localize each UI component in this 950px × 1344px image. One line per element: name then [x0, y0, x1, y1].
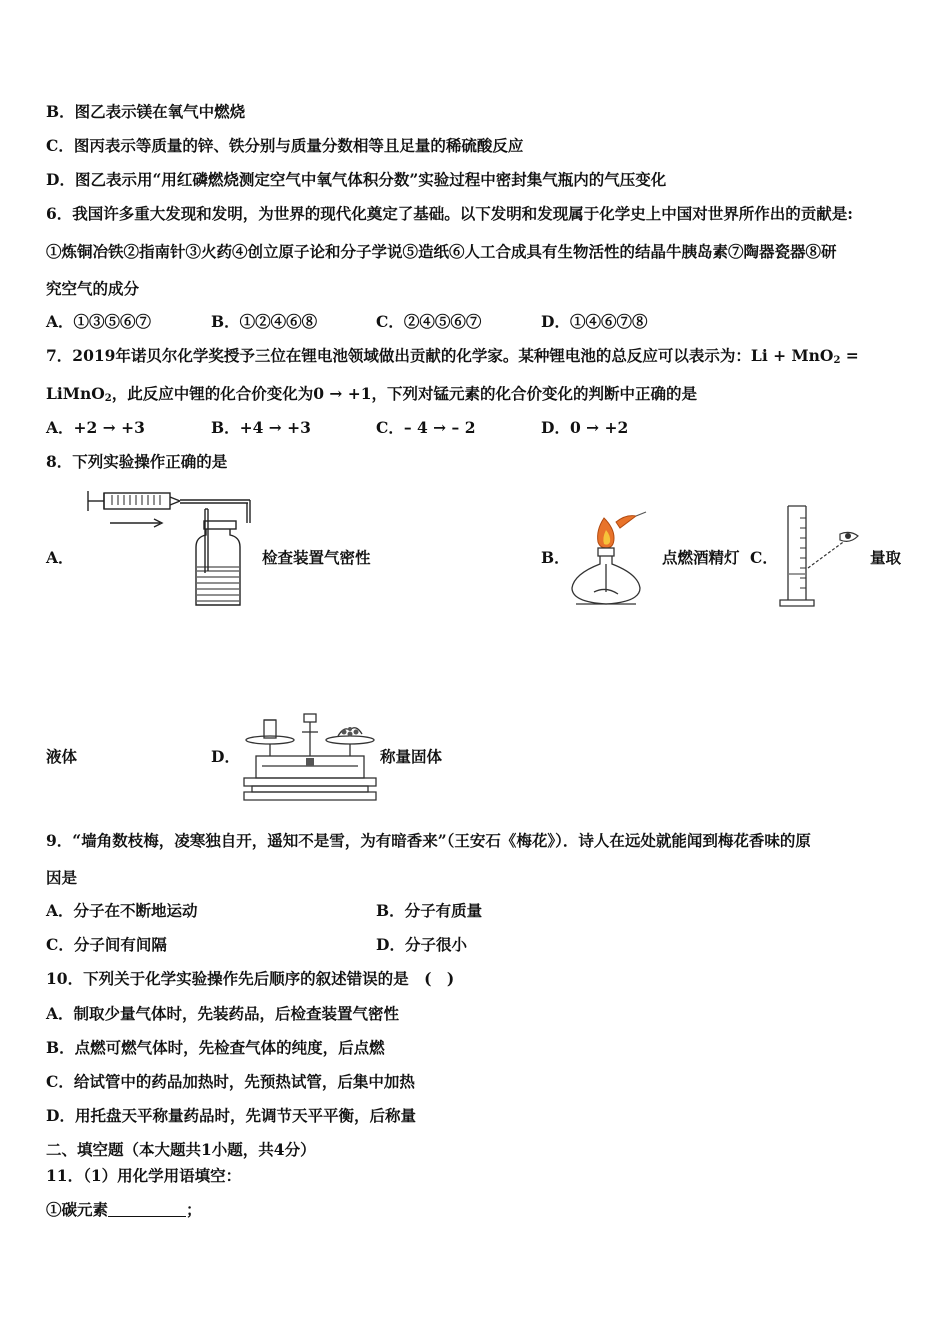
alcohol-lamp-illustration	[566, 508, 650, 610]
q8-option-c-text-continued: 液体	[46, 747, 78, 766]
q9-stem-line1: 9．“墙角数枝梅，凌寒独自开，遥知不是雪，为有暗香来”（王安石《梅花》）．诗人在远处就能闻到梅花香味的原	[46, 831, 811, 850]
q6-stem-line3: 究空气的成分	[46, 279, 140, 298]
q7-stem-line2: LiMnO$_2$，此反应中锂的化合价变化为0 → +1，下列对锰元素的化合价变化的判断中正确的是	[46, 384, 698, 404]
q8-stem: 8．下列实验操作正确的是	[46, 452, 228, 471]
q11-stem: 11．（1）用化学用语填空：	[46, 1166, 242, 1185]
q7-option-c: C．– 4 → – 2	[376, 418, 476, 437]
q10-option-b: B．点燃可燃气体时，先检查气体的纯度，后点燃	[46, 1038, 385, 1057]
q7-option-b: B．+4 → +3	[211, 418, 311, 437]
q6-stem-line2: ①炼铜冶铁②指南针③火药④创立原子论和分子学说⑤造纸⑥人工合成具有生物活性的结晶牛胰岛素⑦陶器瓷器⑧研	[46, 242, 837, 261]
q6-option-a: A．①③⑤⑥⑦	[46, 312, 152, 331]
q9-option-d: D．分子很小	[376, 935, 467, 954]
graduated-cylinder-illustration	[776, 504, 866, 610]
balance-scale-illustration	[240, 712, 380, 804]
q10-option-d: D．用托盘天平称量药品时，先调节天平平衡，后称量	[46, 1106, 416, 1125]
q9-option-a: A．分子在不断地运动	[46, 901, 198, 920]
q10-stem: 10．下列关于化学实验操作先后顺序的叙述错误的是 ( )	[46, 969, 455, 988]
q5-option-b: B．图乙表示镁在氧气中燃烧	[46, 102, 246, 121]
q6-option-c: C．②④⑤⑥⑦	[376, 312, 482, 331]
q8-option-a-text: 检查装置气密性	[262, 548, 371, 567]
q8-option-b-letter: B．	[541, 548, 570, 567]
q9-option-c: C．分子间有间隔	[46, 935, 167, 954]
q9-stem-line2: 因是	[46, 868, 78, 887]
q8-option-d-text: 称量固体	[380, 747, 443, 766]
section-heading: 二、填空题（本大题共1小题，共4分）	[46, 1140, 316, 1159]
q7-option-a: A．+2 → +3	[46, 418, 145, 437]
q6-option-d: D．①④⑥⑦⑧	[541, 312, 648, 331]
answer-blank[interactable]	[108, 1202, 186, 1217]
q11-item1: ①碳元素 ；	[46, 1200, 202, 1219]
q10-option-c: C．给试管中的药品加热时，先预热试管，后集中加热	[46, 1072, 415, 1091]
q9-option-b: B．分子有质量	[376, 901, 483, 920]
q8-option-c-letter: C．	[750, 548, 778, 567]
q7-option-d: D．0 → +2	[541, 418, 629, 437]
q6-stem-line1: 6．我国许多重大发现和发明，为世界的现代化奠定了基础。以下发明和发现属于化学史上中国对世界所作出的贡献是:	[46, 204, 854, 223]
q8-option-b-text: 点燃酒精灯	[662, 548, 740, 567]
q8-option-a-letter: A．	[46, 548, 74, 567]
q5-option-c: C．图丙表示等质量的锌、铁分别与质量分数相等且足量的稀硫酸反应	[46, 136, 524, 155]
q8-option-c-text: 量取	[870, 548, 902, 567]
q5-option-d: D．图乙表示用“用红磷燃烧测定空气中氧气体积分数”实验过程中密封集气瓶内的气压变化	[46, 170, 667, 189]
q6-option-b: B．①②④⑥⑧	[211, 312, 318, 331]
q7-stem-line1: 7．2019年诺贝尔化学奖授予三位在锂电池领域做出贡献的化学家。某种锂电池的总反应可以表示为：Li + MnO$_2$ =	[46, 346, 859, 366]
q10-option-a: A．制取少量气体时，先装药品，后检查装置气密性	[46, 1004, 400, 1023]
syringe-apparatus-illustration	[84, 487, 256, 609]
q8-option-d-letter: D．	[211, 747, 240, 766]
